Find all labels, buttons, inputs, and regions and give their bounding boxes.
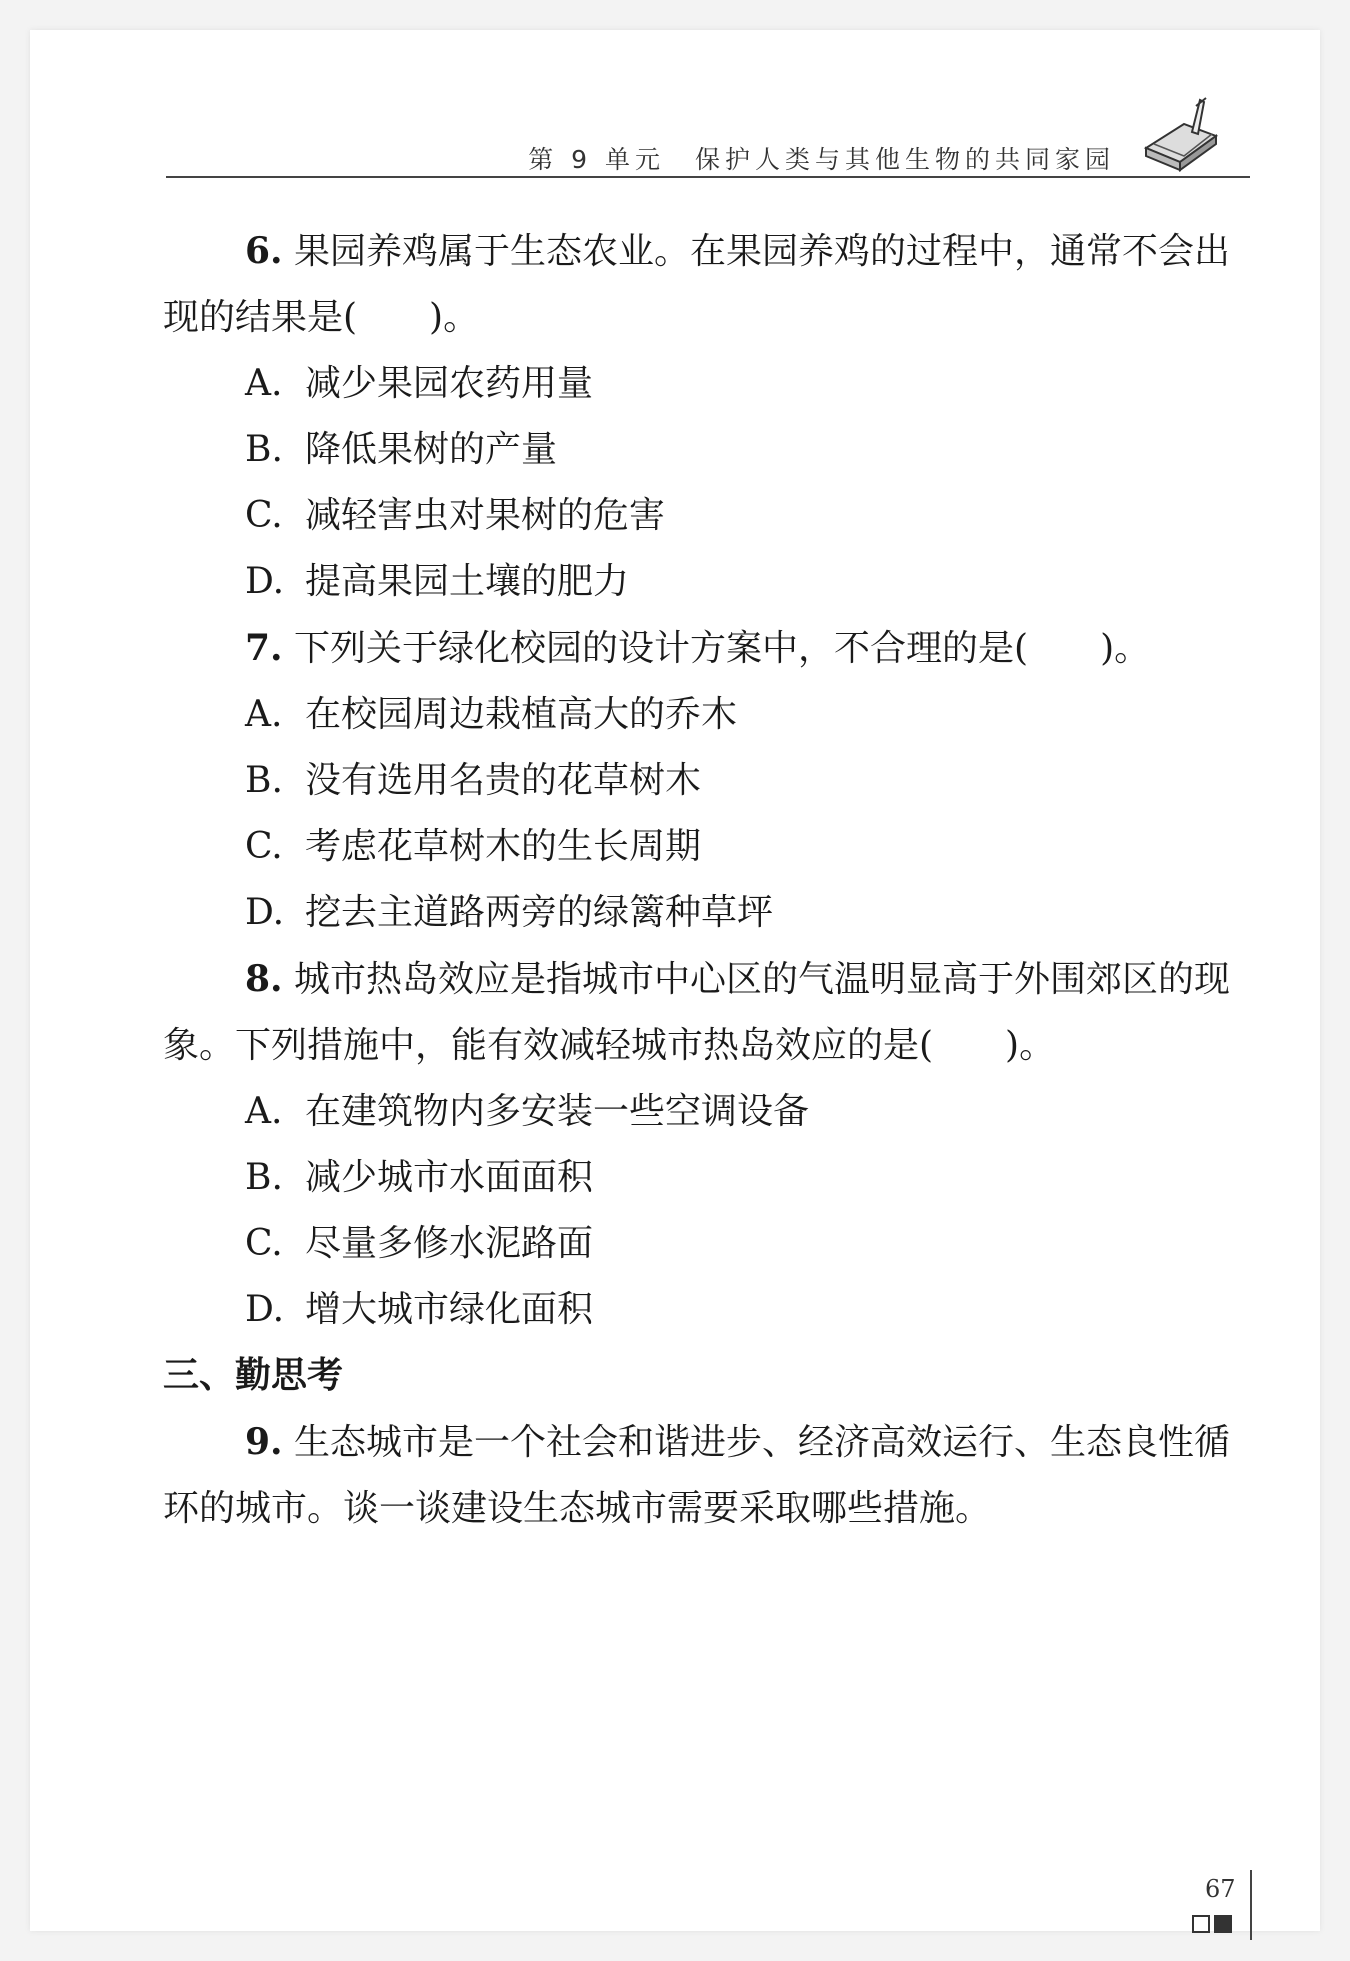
option-text: 挖去主道路两旁的绿篱种草坪 [305, 892, 774, 933]
filled-square-icon [1214, 1915, 1232, 1933]
question-text: 城市热岛效应是指城市中心区的气温明显高于外围郊区的现象。下列措施中，能有效减轻城市热岛效应的是( )。 [163, 959, 1231, 1066]
header-title: 第 9 单元 保护人类与其他生物的共同家园 [528, 145, 1115, 174]
option-letter: B. [245, 1157, 283, 1198]
page-number-rule [1250, 1870, 1252, 1940]
page-header [166, 130, 1250, 178]
option-text: 考虑花草树木的生长周期 [305, 826, 702, 867]
option-letter: C. [245, 1223, 283, 1264]
question-9 [163, 1409, 1253, 1542]
option-letter: C. [245, 495, 283, 536]
header-rule [166, 176, 1250, 178]
option-b [163, 417, 1253, 483]
option-text: 增大城市绿化面积 [305, 1289, 594, 1330]
option-text: 降低果树的产量 [305, 429, 558, 470]
option-letter: B. [245, 760, 283, 801]
question-8 [163, 946, 1253, 1343]
option-c [163, 483, 1253, 549]
option-letter: D. [245, 1289, 285, 1330]
option-letter: A. [245, 363, 283, 404]
option-letter: C. [245, 826, 283, 867]
page [30, 30, 1320, 1931]
question-stem [163, 946, 1253, 1079]
question-number: 9. [245, 1421, 283, 1463]
question-stem [163, 1409, 1253, 1542]
question-text: 果园养鸡属于生态农业。在果园养鸡的过程中，通常不会出现的结果是( )。 [163, 231, 1231, 338]
option-c [163, 1211, 1253, 1277]
empty-square-icon [1192, 1915, 1210, 1933]
question-stem [163, 615, 1253, 682]
option-letter: D. [245, 892, 285, 933]
question-number: 6. [245, 230, 283, 272]
option-text: 在建筑物内多安装一些空调设备 [305, 1091, 810, 1132]
question-stem [163, 218, 1253, 351]
question-number: 7. [245, 627, 283, 669]
question-7 [163, 615, 1253, 946]
option-text: 减少城市水面面积 [305, 1157, 594, 1198]
option-a [163, 1079, 1253, 1145]
option-text: 在校园周边栽植高大的乔木 [305, 694, 738, 735]
page-marks [1192, 1915, 1232, 1933]
option-a [163, 351, 1253, 417]
option-text: 提高果园土壤的肥力 [305, 561, 630, 602]
question-text: 下列关于绿化校园的设计方案中，不合理的是( )。 [294, 628, 1151, 669]
section-title: 三、勤思考 [163, 1355, 344, 1396]
option-c [163, 814, 1253, 880]
option-letter: D. [245, 561, 285, 602]
option-d [163, 880, 1253, 946]
option-b [163, 748, 1253, 814]
option-text: 减少果园农药用量 [305, 363, 594, 404]
question-6 [163, 218, 1253, 615]
option-letter: A. [245, 1091, 283, 1132]
option-b [163, 1145, 1253, 1211]
option-d [163, 549, 1253, 615]
option-text: 没有选用名贵的花草树木 [305, 760, 702, 801]
page-number: 67 [1205, 1875, 1236, 1903]
option-letter: A. [245, 694, 283, 735]
content [163, 218, 1253, 1542]
question-number: 8. [245, 958, 283, 1000]
option-a [163, 682, 1253, 748]
book-icon [1140, 96, 1220, 172]
option-text: 尽量多修水泥路面 [305, 1223, 594, 1264]
option-d [163, 1277, 1253, 1343]
question-text: 生态城市是一个社会和谐进步、经济高效运行、生态良性循环的城市。谈一谈建设生态城市需要采取哪些措施。 [163, 1422, 1231, 1529]
option-text: 减轻害虫对果树的危害 [305, 495, 666, 536]
option-letter: B. [245, 429, 283, 470]
